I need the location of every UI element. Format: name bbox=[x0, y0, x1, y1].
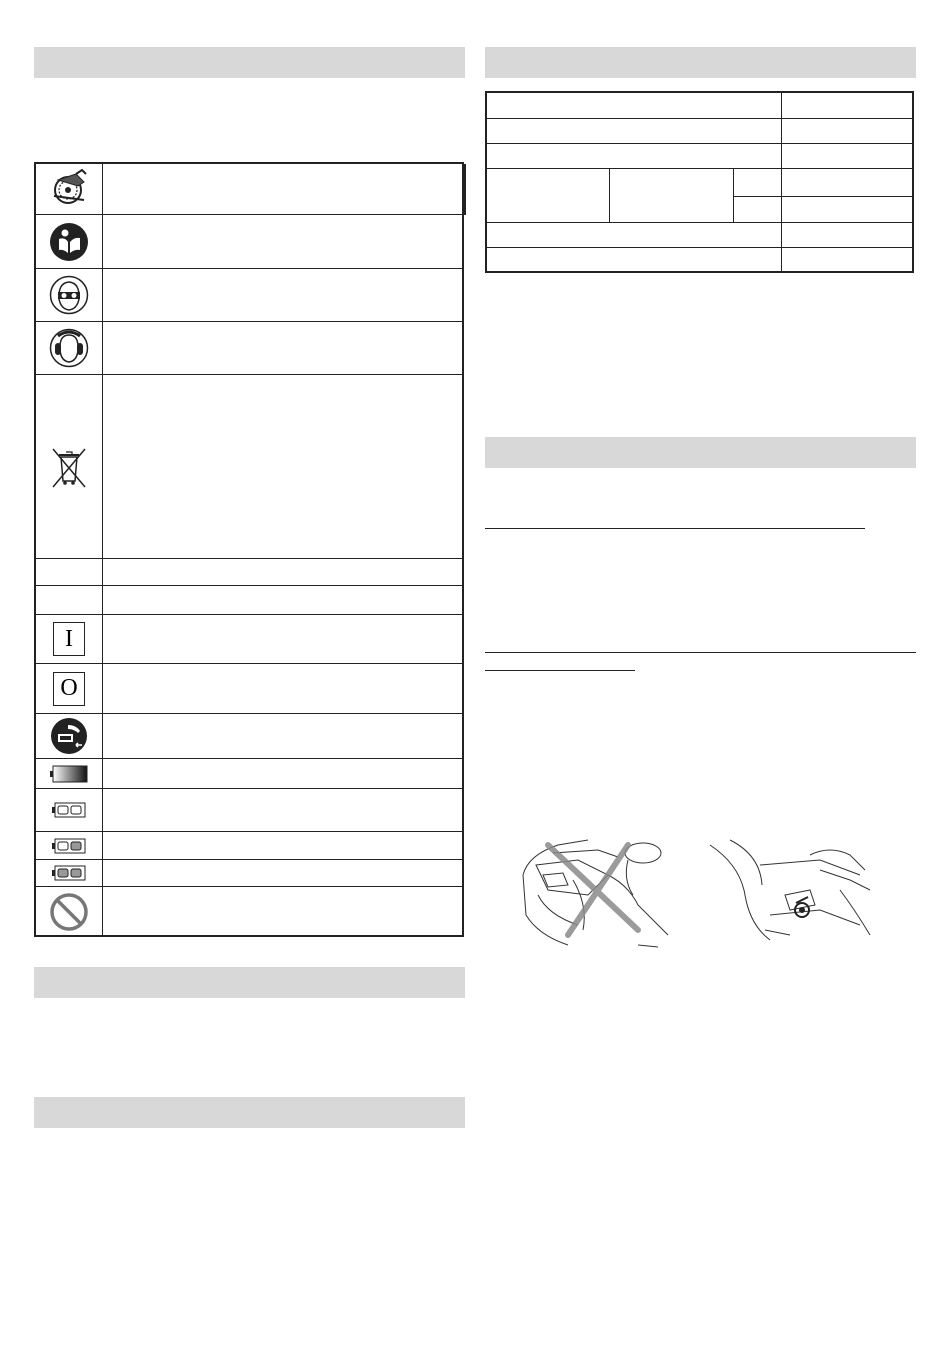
eye-protection-icon bbox=[36, 269, 102, 321]
symbol-row bbox=[36, 269, 464, 322]
specifications-table bbox=[485, 91, 914, 273]
symbols-table bbox=[34, 162, 464, 937]
read-manual-icon bbox=[36, 215, 102, 268]
section-header-right-mid bbox=[485, 437, 916, 468]
symbol-row bbox=[36, 375, 464, 559]
symbol-row bbox=[36, 759, 464, 789]
ear-protection-icon bbox=[36, 322, 102, 374]
prohibited-icon bbox=[36, 887, 102, 937]
section-header-left-bottom bbox=[34, 1097, 465, 1128]
battery-low-icon bbox=[36, 860, 102, 886]
text-underline bbox=[485, 652, 916, 653]
symbol-row bbox=[36, 559, 464, 586]
symbol-row bbox=[36, 164, 464, 215]
switch-on-icon bbox=[36, 615, 102, 663]
text-underline bbox=[485, 528, 865, 529]
section-header-left-mid bbox=[34, 967, 465, 998]
switch-on-label: I bbox=[53, 622, 85, 656]
circular-saw-icon bbox=[36, 164, 102, 214]
symbol-row bbox=[36, 215, 464, 269]
symbol-row bbox=[36, 714, 464, 759]
battery-half-icon bbox=[36, 832, 102, 859]
symbol-row bbox=[36, 615, 464, 664]
section-header-left-top bbox=[34, 47, 465, 78]
symbol-row bbox=[36, 832, 464, 860]
correct-usage-illustration bbox=[700, 835, 885, 950]
symbol-row bbox=[36, 887, 464, 937]
text-underline bbox=[485, 670, 635, 671]
section-header-right-top bbox=[485, 47, 916, 78]
symbol-row bbox=[36, 322, 464, 375]
symbol-row bbox=[36, 789, 464, 832]
symbol-row bbox=[36, 664, 464, 714]
battery-full-icon bbox=[36, 759, 102, 788]
switch-off-icon bbox=[36, 664, 102, 713]
symbol-row bbox=[36, 860, 464, 887]
battery-empty-icon bbox=[36, 789, 102, 831]
battery-remove-icon bbox=[36, 714, 102, 758]
switch-off-label: O bbox=[53, 672, 85, 706]
symbol-row bbox=[36, 586, 464, 615]
incorrect-usage-illustration bbox=[518, 835, 678, 955]
crossed-bin-icon bbox=[36, 375, 102, 558]
